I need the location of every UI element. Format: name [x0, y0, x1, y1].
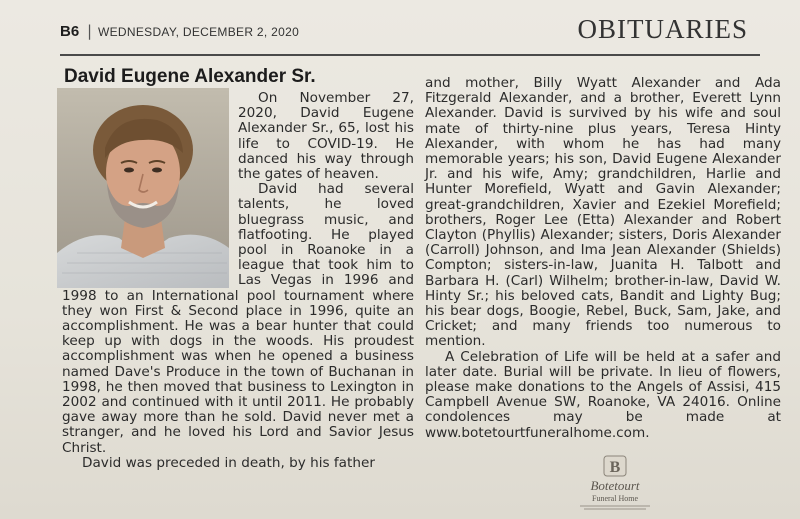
logo-image	[570, 455, 660, 513]
logo-name-line1: Botetourt	[590, 478, 640, 493]
obituary-name: David Eugene Alexander Sr.	[64, 66, 316, 87]
column-left	[62, 91, 414, 471]
paragraph-talents: David had several talents, he loved bluegrass music, and flatfooting. He played pool in Roanoke in a league that took him to Las Vegas in 1996 and 1998 to an International pool tournament where they won First & Second place in 1996, quite an accomplishment. He was a bear hunter that could keep up with dogs in the woods. His proudest accomplishment was when he opened a business named Dave's Produce in the town of Buchanan in 1998, he then moved that business to Lexington in 2002 and continued with it until 2011. He probably gave away more than he sold. David never met a stranger, and he loved his Lord and Savior Jesus Christ.	[62, 181, 414, 456]
paragraph-celebration: A Celebration of Life will be held at a safer and later date. Burial will be private. In lieu of flowers, please make donations to the Angels of Assisi, 415 Campbell Avenue SW, Roanoke, VA 24016. Online condolences may be made at www.botetourtfuneralhome.com.	[425, 348, 781, 441]
column-right	[425, 76, 781, 441]
page-header	[60, 14, 760, 56]
logo-name-line2: Funeral Home	[592, 494, 638, 503]
logo-monogram: B	[609, 459, 621, 476]
page-number: B6	[60, 23, 80, 40]
paragraph-preceded: David was preceded in death, by his father	[82, 454, 375, 471]
funeral-home-logo	[570, 455, 660, 513]
publication-date: WEDNESDAY, DECEMBER 2, 2020	[98, 25, 300, 39]
section-title: OBITUARIES	[577, 14, 748, 44]
photo-wrap-spacer	[62, 91, 238, 288]
paragraph-survived: and mother, Billy Wyatt Alexander and Ada Fitzgerald Alexander, and a brother, Everett Lynn Alexander. David is survived by his wife and soul mate of thirty-nine plus years, Teresa Hinty Alexander, with whom he has had many memorable years; his son, David Eugene Alexander Jr. and his wife, Amy; grandchildren, Harlie and Hunter Morefield, Wyatt and Gavin Alexander; great-grandchildren, Xavier and Ezekiel Morefield; brothers, Roger Lee (Etta) Alexander and Robert Clayton (Phyllis) Alexander; sisters, Doris Alexander (Carroll) Johnson, and Ima Jean Alexander (Shields) Compton; sisters-in-law, Juanita H. Talbott and Barbara H. (Carl) Wilhelm; brother-in-law, David W. Hinty Sr.; his beloved cats, Bandit and Lighty Bug; his bear dogs, Boogie, Rebel, Buck, Sam, Jake, and Cricket; and many friends too numerous to mention.	[425, 75, 781, 350]
paragraph-intro: On November 27, 2020, David Eugene Alexander Sr., 65, lost his life to COVID-19. He danced his way through the gates of heaven.	[238, 90, 414, 183]
header-separator: |	[87, 22, 93, 40]
